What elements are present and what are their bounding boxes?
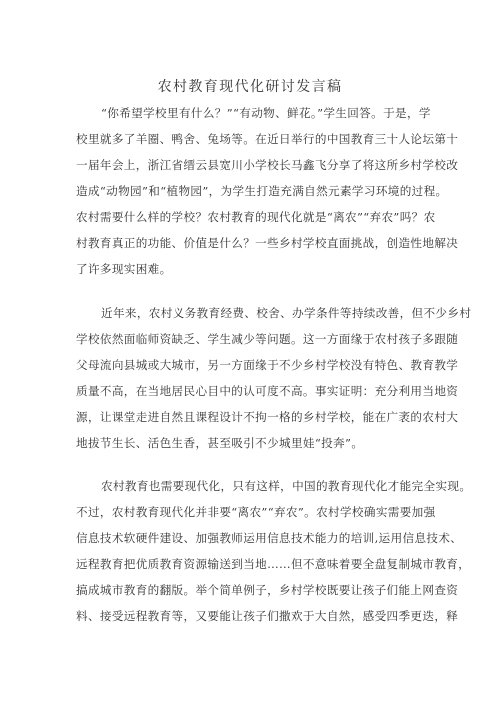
paragraph-2-line-5: 源，让课堂走进自然且课程设计不拘一格的乡村学校，能在广袤的农村大 bbox=[76, 410, 459, 424]
paragraph-3-line-1: 农村教育也需要现代化，只有这样，中国的教育现代化才能完全实现。 bbox=[101, 479, 472, 493]
paragraph-3-line-5: 搞成城市教育的翻版。举个简单例子，乡村学校既要让孩子们能上网查资 bbox=[76, 583, 459, 597]
document-title: 农村教育现代化研讨发言稿 bbox=[157, 79, 343, 95]
paragraph-3-line-2: 不过，农村教育现代化并非要“离农”“弃农”。农村学校确实需要加强 bbox=[76, 505, 436, 519]
paragraph-2-line-1: 近年来，农村义务教育经费、校舍、办学条件等持续改善，但不少乡村 bbox=[101, 306, 472, 320]
paragraph-3-line-3: 信息技术软硬件建设、加强教师运用信息技术能力的培训,运用信息技术、 bbox=[76, 531, 463, 545]
paragraph-1-line-6: 村教育真正的功能、价值是什么？一些乡村学校直面挑战，创造性地解决 bbox=[76, 236, 459, 250]
paragraph-2-line-3: 父母流向县城或大城市，另一方面缘于不少乡村学校没有特色、教育教学 bbox=[76, 358, 459, 372]
paragraph-2-line-4: 质量不高，在当地居民心目中的认可度不高。事实证明：充分利用当地资 bbox=[76, 384, 459, 398]
paragraph-1-line-1: “你希望学校里有什么？”“有动物、鲜花。”学生回答。于是，学 bbox=[101, 106, 431, 120]
paragraph-2-line-2: 学校依然面临师资缺乏、学生减少等问题。这一方面缘于农村孩子多跟随 bbox=[76, 332, 459, 346]
paragraph-1-line-3: 一届年会上，浙江省缙云县宽川小学校长马鑫飞分享了将这所乡村学校改 bbox=[76, 158, 459, 172]
paragraph-1-line-7: 了许多现实困难。 bbox=[76, 262, 172, 276]
paragraph-1-line-4: 造成“动物园”和“植物园”，为学生打造充满自然元素学习环境的过程。 bbox=[76, 184, 448, 198]
paragraph-3-line-4: 远程教育把优质教育资源输送到当地……但不意味着要全盘复制城市教育， bbox=[76, 557, 471, 571]
paragraph-3-line-6: 料、接受远程教育等，又要能让孩子们撒欢于大自然，感受四季更迭，释 bbox=[76, 609, 459, 623]
paragraph-2-line-6: 地拔节生长、活色生香，甚至吸引不少城里娃“投奔”。 bbox=[76, 436, 364, 450]
paragraph-1-line-5: 农村需要什么样的学校？农村教育的现代化就是“离农”“弃农”吗？农 bbox=[76, 210, 436, 224]
paragraph-1-line-2: 校里就多了羊圈、鸭舍、兔场等。在近日举行的中国教育三十人论坛第十 bbox=[76, 132, 459, 146]
